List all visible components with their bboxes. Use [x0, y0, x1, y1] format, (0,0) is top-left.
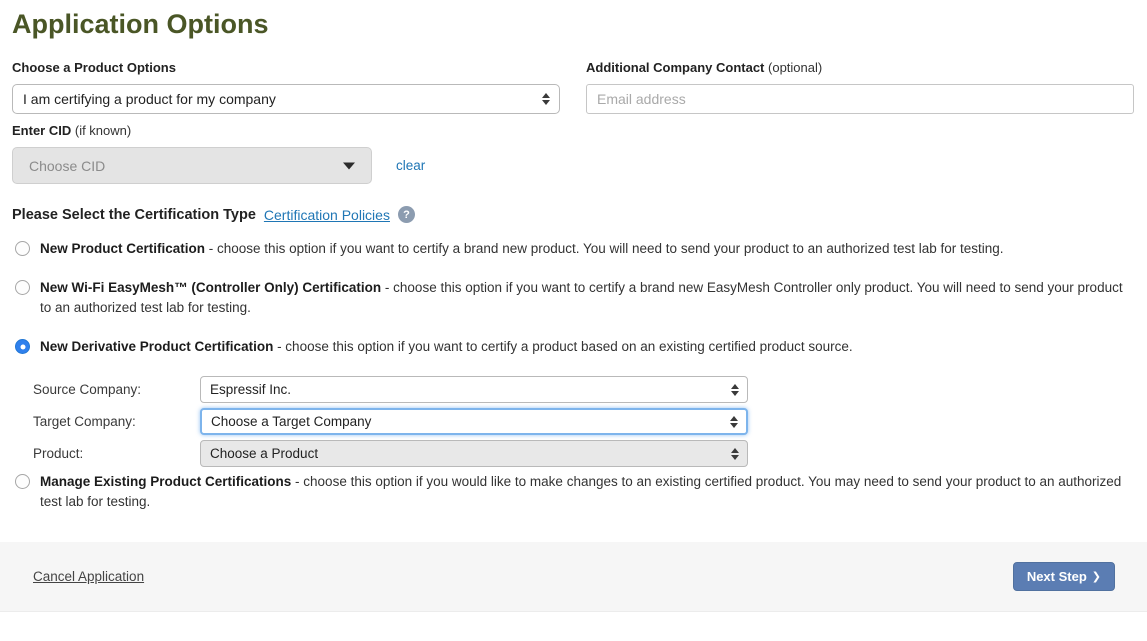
product-select[interactable]: [200, 440, 748, 467]
company-contact-label-suffix: (optional): [768, 60, 823, 75]
product-label: Product:: [33, 446, 84, 461]
certification-policies-link[interactable]: Certification Policies: [263, 206, 390, 223]
option-text: New Derivative Product Certification - choose this option if you want to certify a product based on an existing certified product source.: [40, 339, 853, 354]
next-step-label: Next Step: [1026, 569, 1087, 584]
company-contact-label: Additional Company Contact (optional): [586, 60, 823, 75]
option-derivative-certification: [12, 337, 1135, 357]
source-company-label: Source Company:: [33, 382, 142, 397]
cid-clear-link[interactable]: clear: [396, 158, 426, 173]
product-value: Choose a Product: [210, 446, 319, 461]
target-company-row: [33, 408, 1135, 435]
footer-action-bar: [0, 542, 1147, 612]
certification-heading: Please Select the Certification Type: [12, 206, 256, 223]
target-company-value: Choose a Target Company: [211, 414, 372, 429]
page-title: Application Options: [12, 9, 269, 39]
next-step-button[interactable]: [1013, 562, 1115, 591]
derivative-fields: [33, 376, 1135, 467]
select-updown-icon: [731, 448, 739, 460]
top-form-row: [12, 60, 1135, 184]
source-company-row: [33, 376, 1135, 403]
cid-label-suffix: (if known): [74, 123, 132, 138]
cid-dropdown[interactable]: [12, 147, 372, 184]
option-easymesh-certification: [12, 278, 1135, 318]
company-contact-email-input[interactable]: [586, 84, 1134, 114]
cid-label: Enter CID (if known): [12, 123, 132, 138]
target-company-select[interactable]: [200, 408, 748, 435]
chevron-right-icon: ❯: [1091, 571, 1101, 583]
option-text: Manage Existing Product Certifications - choose this option if you would like to make changes to an existing certified product. You may need to send your product to an authorized test lab for testing.: [40, 474, 1122, 509]
product-row: [33, 440, 1135, 467]
select-updown-icon: [542, 93, 550, 105]
product-options-column: [12, 60, 560, 184]
source-company-select[interactable]: [200, 376, 748, 403]
option-manage-existing-certifications: [12, 472, 1135, 512]
option-text: New Product Certification - choose this option if you want to certify a brand new product. You will need to send your product to an authorized test lab for testing.: [40, 241, 1004, 256]
source-company-value: Espressif Inc.: [210, 382, 292, 397]
product-options-select[interactable]: [12, 84, 560, 114]
company-contact-column: [586, 60, 1134, 184]
certification-heading-row: [12, 206, 1135, 223]
cid-section: [12, 123, 560, 184]
radio-new-product-certification[interactable]: [15, 241, 30, 256]
option-text: New Wi-Fi EasyMesh™ (Controller Only) Certification - choose this option if you want to certify a brand new EasyMesh Controller only product. You will need to send your product to an authorized test lab for testing.: [40, 280, 1123, 315]
target-company-label: Target Company:: [33, 414, 136, 429]
select-updown-icon: [730, 416, 738, 428]
option-new-product-certification: [12, 239, 1135, 259]
cid-dropdown-value: Choose CID: [29, 157, 106, 174]
cancel-application-link[interactable]: Cancel Application: [33, 569, 145, 584]
certification-options-list: [12, 239, 1135, 512]
radio-easymesh-certification[interactable]: [15, 280, 30, 295]
radio-manage-existing-certifications[interactable]: [15, 474, 30, 489]
select-updown-icon: [731, 384, 739, 396]
product-options-label: Choose a Product Options: [12, 60, 176, 75]
help-question-icon[interactable]: ?: [398, 206, 415, 223]
radio-derivative-certification[interactable]: [15, 339, 30, 354]
chevron-down-icon: [343, 162, 355, 169]
product-options-selected-value: I am certifying a product for my company: [23, 91, 276, 107]
